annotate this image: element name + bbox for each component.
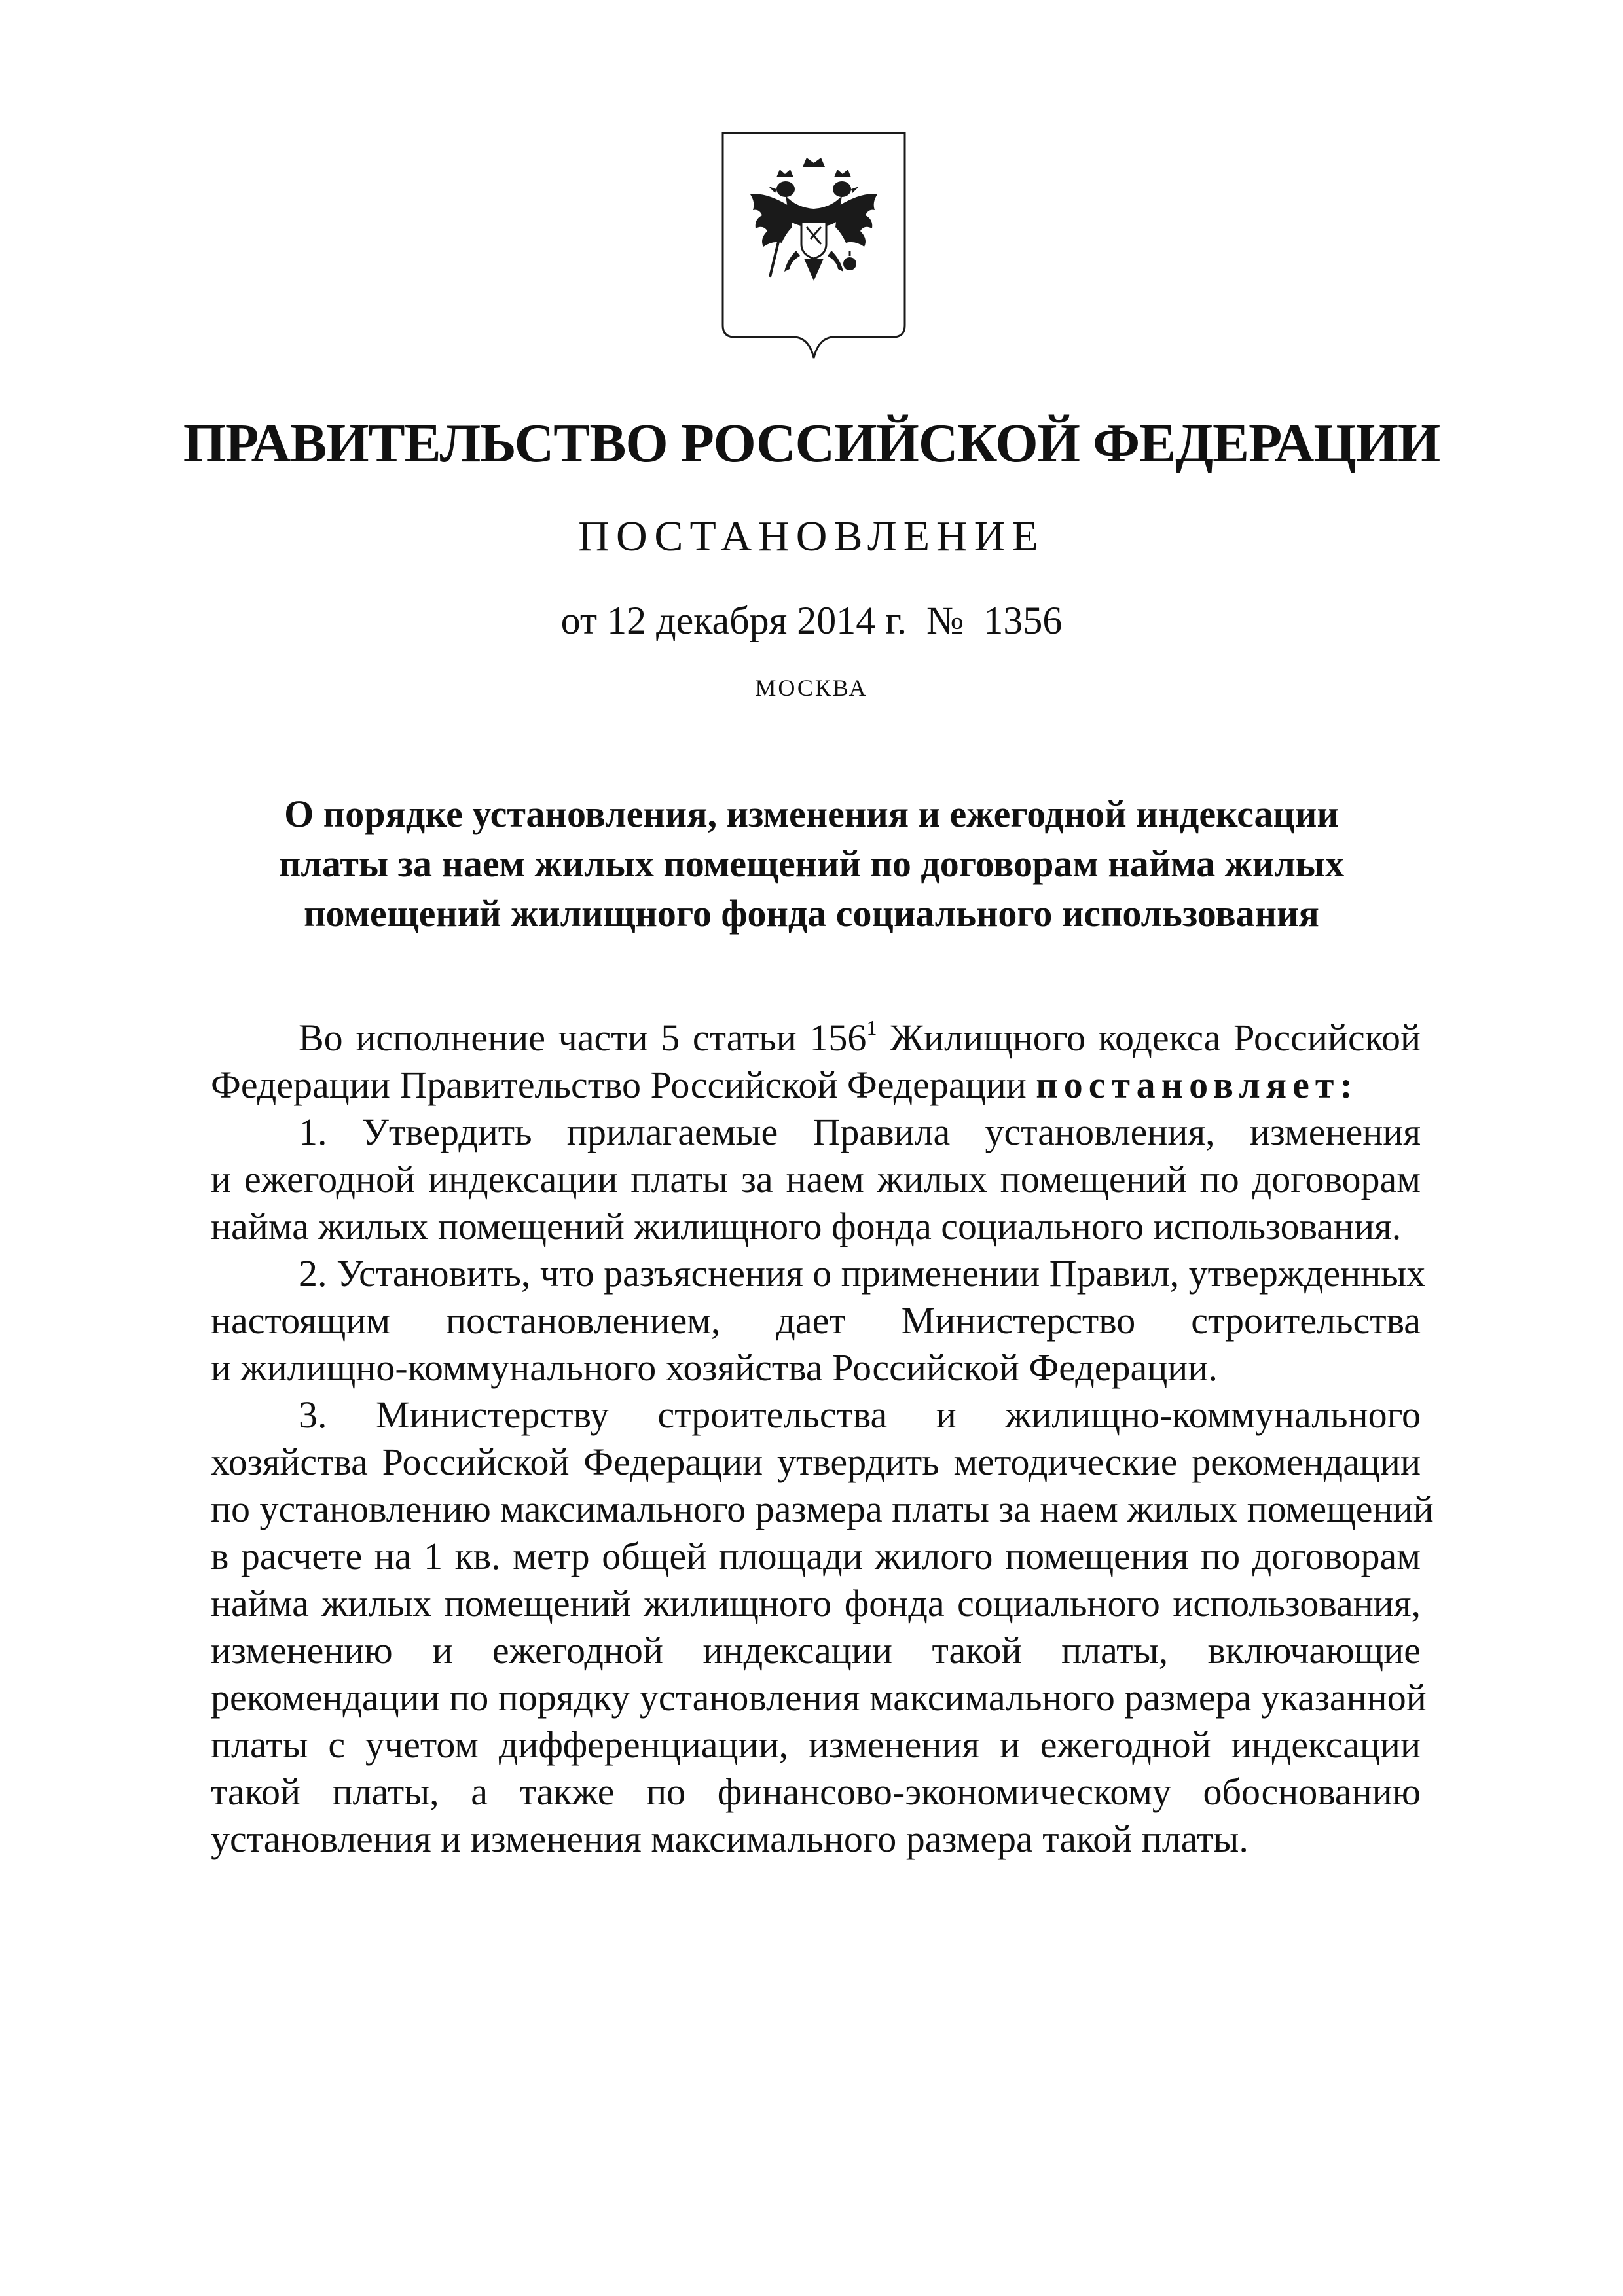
paragraph-3-line: 3. Министерству строительства и жилищно-коммунального xyxy=(299,1393,1421,1436)
paragraph-1-line: найма жилых помещений жилищного фонда социального использования. xyxy=(211,1205,1402,1247)
paragraph-3-line: найма жилых помещений жилищного фонда социального использования, xyxy=(211,1582,1421,1624)
document-subject xyxy=(0,789,1623,939)
document-type: ПОСТАНОВЛЕНИЕ xyxy=(578,512,1045,560)
russian-coat-of-arms-icon xyxy=(719,129,909,361)
document-body xyxy=(211,1014,1434,1863)
paragraph-3-line: хозяйства Российской Федерации утвердить методические рекомендации xyxy=(211,1441,1421,1483)
intro-text-end: Жилищного кодекса Российской xyxy=(877,1016,1421,1059)
government-name: ПРАВИТЕЛЬСТВО РОССИЙСКОЙ ФЕДЕРАЦИИ xyxy=(183,413,1440,474)
paragraph-3-line: в расчете на 1 кв. метр общей площади жилого помещения по договорам xyxy=(211,1535,1421,1577)
intro-line xyxy=(211,1014,1421,1062)
paragraph-1-line: и ежегодной индексации платы за наем жилых помещений по договорам xyxy=(211,1158,1421,1200)
paragraph-3-line: такой платы, а также по финансово-экономическому обоснованию xyxy=(211,1770,1421,1813)
decree-keyword: постановляет: xyxy=(1036,1064,1359,1106)
subject-line: О порядке установления, изменения и ежегодной индексации xyxy=(284,793,1339,835)
paragraph-2-line: настоящим постановлением, дает Министерство строительства xyxy=(211,1299,1421,1342)
intro-line xyxy=(211,1062,1421,1109)
paragraph-2-line: 2. Установить, что разъяснения о применении Правил, утвержденных xyxy=(299,1252,1426,1295)
paragraph-3-line: платы с учетом дифференциации, изменения и ежегодной индексации xyxy=(211,1723,1421,1766)
intro-text: Во исполнение части 5 статьи 156 xyxy=(299,1016,867,1059)
paragraph-3-line: по установлению максимального размера платы за наем жилых помещений xyxy=(211,1488,1434,1530)
paragraph-1-line: 1. Утвердить прилагаемые Правила установления, изменения xyxy=(299,1111,1421,1153)
paragraph-3-line: рекомендации по порядку установления максимального размера указанной xyxy=(211,1676,1427,1719)
paragraph-2-line: и жилищно-коммунального хозяйства Российской Федерации. xyxy=(211,1346,1218,1389)
intro-text: Федерации Правительство Российской Федерации xyxy=(211,1064,1036,1106)
paragraph-3-line: изменению и ежегодной индексации такой платы, включающие xyxy=(211,1629,1421,1672)
document-city: МОСКВА xyxy=(755,675,868,701)
intro-superscript: 1 xyxy=(866,1016,877,1039)
document-date-number: от 12 декабря 2014 г. № 1356 xyxy=(560,599,1063,642)
paragraph-3-line: установления и изменения максимального размера такой платы. xyxy=(211,1818,1249,1860)
subject-line: платы за наем жилых помещений по договорам найма жилых xyxy=(278,842,1345,885)
subject-line: помещений жилищного фонда социального использования xyxy=(304,892,1319,935)
